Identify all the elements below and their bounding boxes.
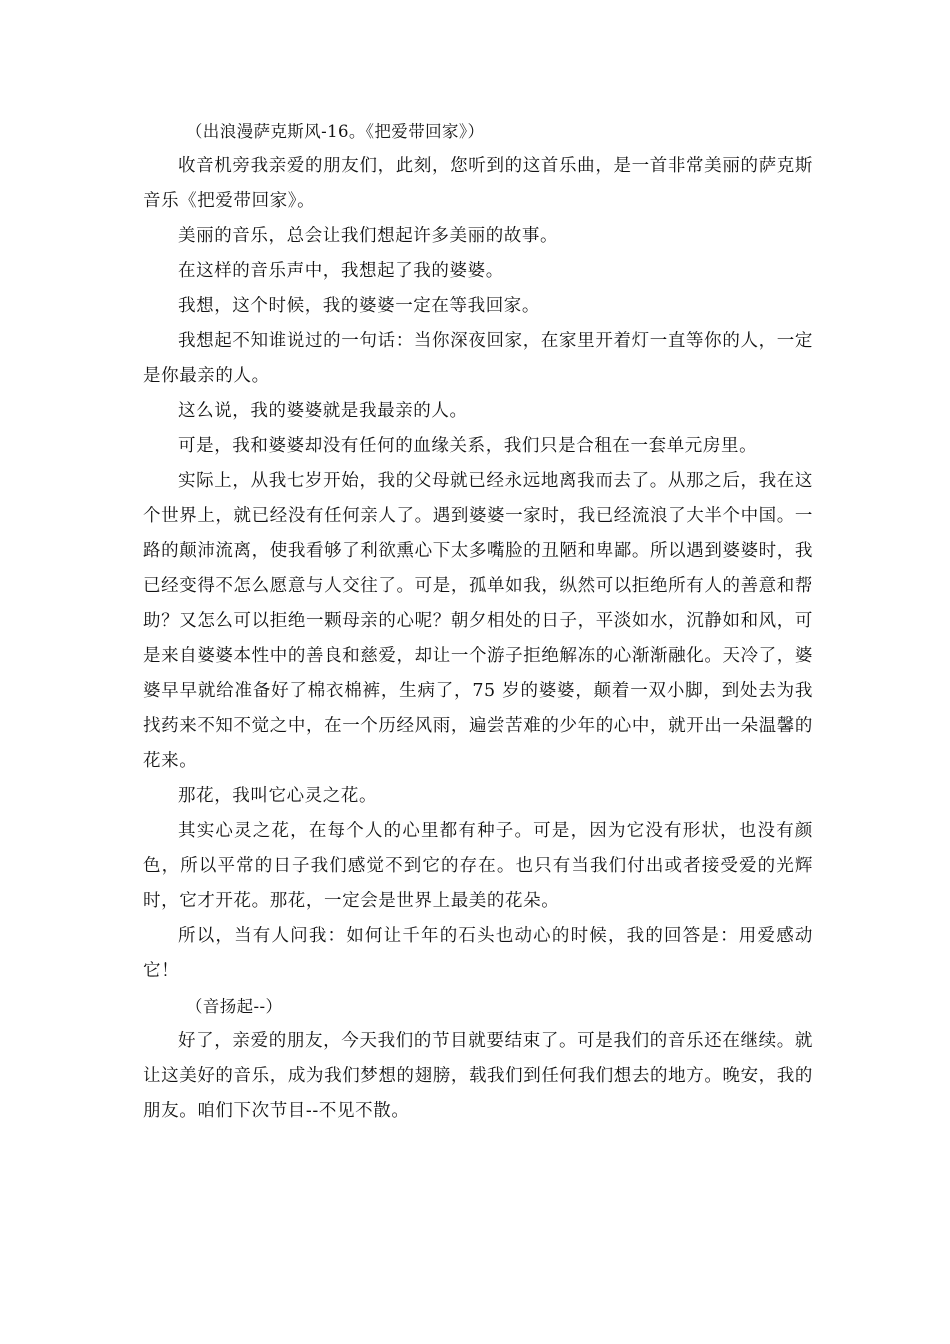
document-body — [143, 114, 813, 1129]
paragraph: 其实心灵之花，在每个人的心里都有种子。可是，因为它没有形状，也没有颜色，所以平常的日子我们感觉不到它的存在。也只有当我们付出或者接受爱的光辉时，它才开花。那花，一定会是世界上最美的花朵。 — [143, 821, 813, 911]
paragraph: 在这样的音乐声中，我想起了我的婆婆。 — [178, 261, 504, 281]
paragraph-intro: 收音机旁我亲爱的朋友们，此刻，您听到的这首乐曲，是一首非常美丽的萨克斯音乐《把爱带回家》。 — [143, 156, 813, 211]
paragraph: 可是，我和婆婆却没有任何的血缘关系，我们只是合租在一套单元房里。 — [178, 436, 758, 456]
paragraph-story: 实际上，从我七岁开始，我的父母就已经永远地离我而去了。从那之后，我在这个世界上，就已经没有任何亲人了。遇到婆婆一家时，我已经流浪了大半个中国。一路的颠沛流离，使我看够了利欲熏心下太多嘴脸的丑陋和卑鄙。所以遇到婆婆时，我已经变得不怎么愿意与人交往了。可是，孤单如我，纵然可以拒绝所有人的善意和帮助？又怎么可以拒绝一颗母亲的心呢？朝夕相处的日子，平淡如水，沉静如和风，可是来自婆婆本性中的善良和慈爱，却让一个游子拒绝解冻的心渐渐融化。天冷了，婆婆早早就给准备好了棉衣棉裤，生病了，75 岁的婆婆，颠着一双小脚，到处去为我找药来不知不觉之中，在一个历经风雨，遍尝苦难的少年的心中，就开出一朵温馨的花来。 — [143, 471, 813, 771]
stage-direction-music-intro: （出浪漫萨克斯风-16。《把爱带回家》） — [185, 122, 485, 141]
stage-direction-music-rise: （音扬起--） — [185, 997, 283, 1016]
paragraph-closing: 好了，亲爱的朋友，今天我们的节目就要结束了。可是我们的音乐还在继续。就让这美好的音乐，成为我们梦想的翅膀，载我们到任何我们想去的地方。晚安，我的朋友。咱们下次节目--不见不散。 — [143, 1031, 813, 1121]
paragraph: 美丽的音乐，总会让我们想起许多美丽的故事。 — [178, 226, 559, 246]
paragraph: 所以，当有人问我：如何让千年的石头也动心的时候，我的回答是：用爱感动它！ — [143, 926, 813, 981]
paragraph: 我想，这个时候，我的婆婆一定在等我回家。 — [178, 296, 540, 316]
paragraph: 我想起不知谁说过的一句话：当你深夜回家，在家里开着灯一直等你的人，一定是你最亲的人。 — [143, 331, 813, 386]
paragraph: 这么说，我的婆婆就是我最亲的人。 — [178, 401, 468, 421]
paragraph: 那花，我叫它心灵之花。 — [178, 786, 378, 806]
